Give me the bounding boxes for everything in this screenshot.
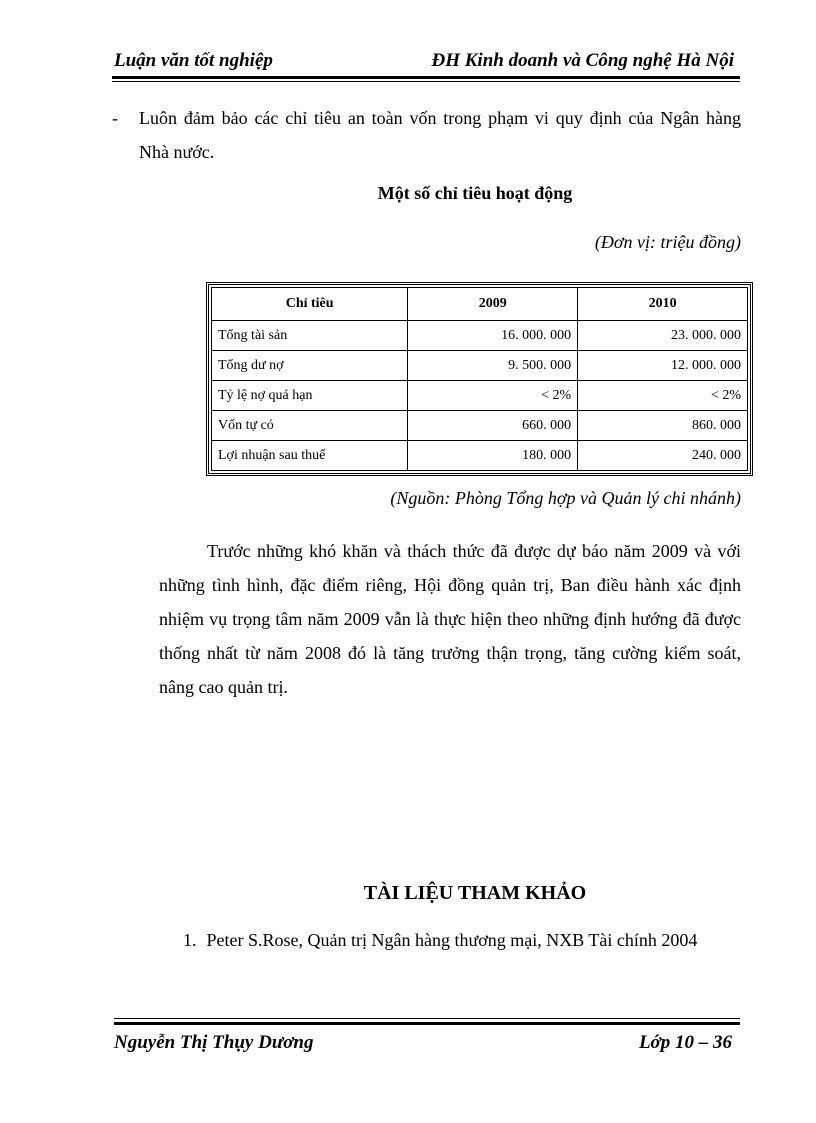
column-header: 2009	[408, 288, 578, 321]
cell-2010: 860. 000	[578, 411, 748, 441]
cell-2009: 9. 500. 000	[408, 351, 578, 381]
footer-class: Lớp 10 – 36	[638, 1032, 732, 1053]
row-label: Lợi nhuận sau thuế	[212, 441, 408, 471]
header-rule-thin	[112, 81, 740, 82]
bullet-text-line1: Luôn đảm bảo các chỉ tiêu an toàn vốn trong phạm vi quy định của Ngân hàng	[139, 108, 741, 128]
table-row	[212, 381, 748, 411]
cell-2009: 660. 000	[408, 411, 578, 441]
table-row	[212, 351, 748, 381]
header-university: ĐH Kinh doanh và Công nghệ Hà Nội	[431, 50, 734, 71]
reference-item	[183, 930, 697, 951]
column-header: 2010	[578, 288, 748, 321]
indicator-table	[206, 282, 753, 476]
cell-2010: 12. 000. 000	[578, 351, 748, 381]
page-header	[112, 50, 742, 74]
row-label: Tổng tài sản	[212, 321, 408, 351]
row-label: Vốn tự có	[212, 411, 408, 441]
body-paragraph: Trước những khó khăn và thách thức đã được dự báo năm 2009 và với những tình hình, đặc điểm riêng, Hội đồng quản trị, Ban điều hành xác định nhiệm vụ trọng tâm năm 2009 vẫn là thực hiện theo những định hướng đã được thống nhất từ năm 2008 đó là tăng trưởng thận trọng, tăng cường kiểm soát, nâng cao quản trị.	[159, 541, 741, 697]
table-title: Một số chỉ tiêu hoạt động	[377, 183, 573, 203]
table-header-row	[212, 288, 748, 321]
table-unit: (Đơn vị: triệu đồng)	[594, 232, 741, 252]
footer-rule-thick	[114, 1022, 740, 1025]
footer-rule-thin	[114, 1018, 740, 1019]
header-thesis-label: Luận văn tốt nghiệp	[114, 50, 273, 71]
cell-2010: 240. 000	[578, 441, 748, 471]
cell-2010: 23. 000. 000	[578, 321, 748, 351]
page-footer	[114, 1032, 740, 1056]
bullet-dash: -	[112, 108, 118, 128]
header-rule-thick	[112, 76, 740, 79]
bullet-text-line2: Nhà nước.	[139, 142, 215, 162]
references-title: TÀI LIỆU THAM KHẢO	[363, 882, 587, 904]
indicator-table-grid	[211, 287, 748, 471]
cell-2009: < 2%	[408, 381, 578, 411]
table-row	[212, 441, 748, 471]
column-header: Chỉ tiêu	[212, 288, 408, 321]
table-row	[212, 411, 748, 441]
cell-2009: 180. 000	[408, 441, 578, 471]
footer-author: Nguyễn Thị Thụy Dương	[114, 1032, 314, 1053]
reference-text: Peter S.Rose, Quản trị Ngân hàng thương mại, NXB Tài chính 2004	[206, 930, 698, 950]
table-source: (Nguồn: Phòng Tổng hợp và Quản lý chi nhánh)	[390, 488, 741, 508]
reference-number: 1.	[183, 930, 197, 950]
cell-2010: < 2%	[578, 381, 748, 411]
row-label: Tỷ lệ nợ quá hạn	[212, 381, 408, 411]
cell-2009: 16. 000. 000	[408, 321, 578, 351]
row-label: Tổng dư nợ	[212, 351, 408, 381]
table-row	[212, 321, 748, 351]
